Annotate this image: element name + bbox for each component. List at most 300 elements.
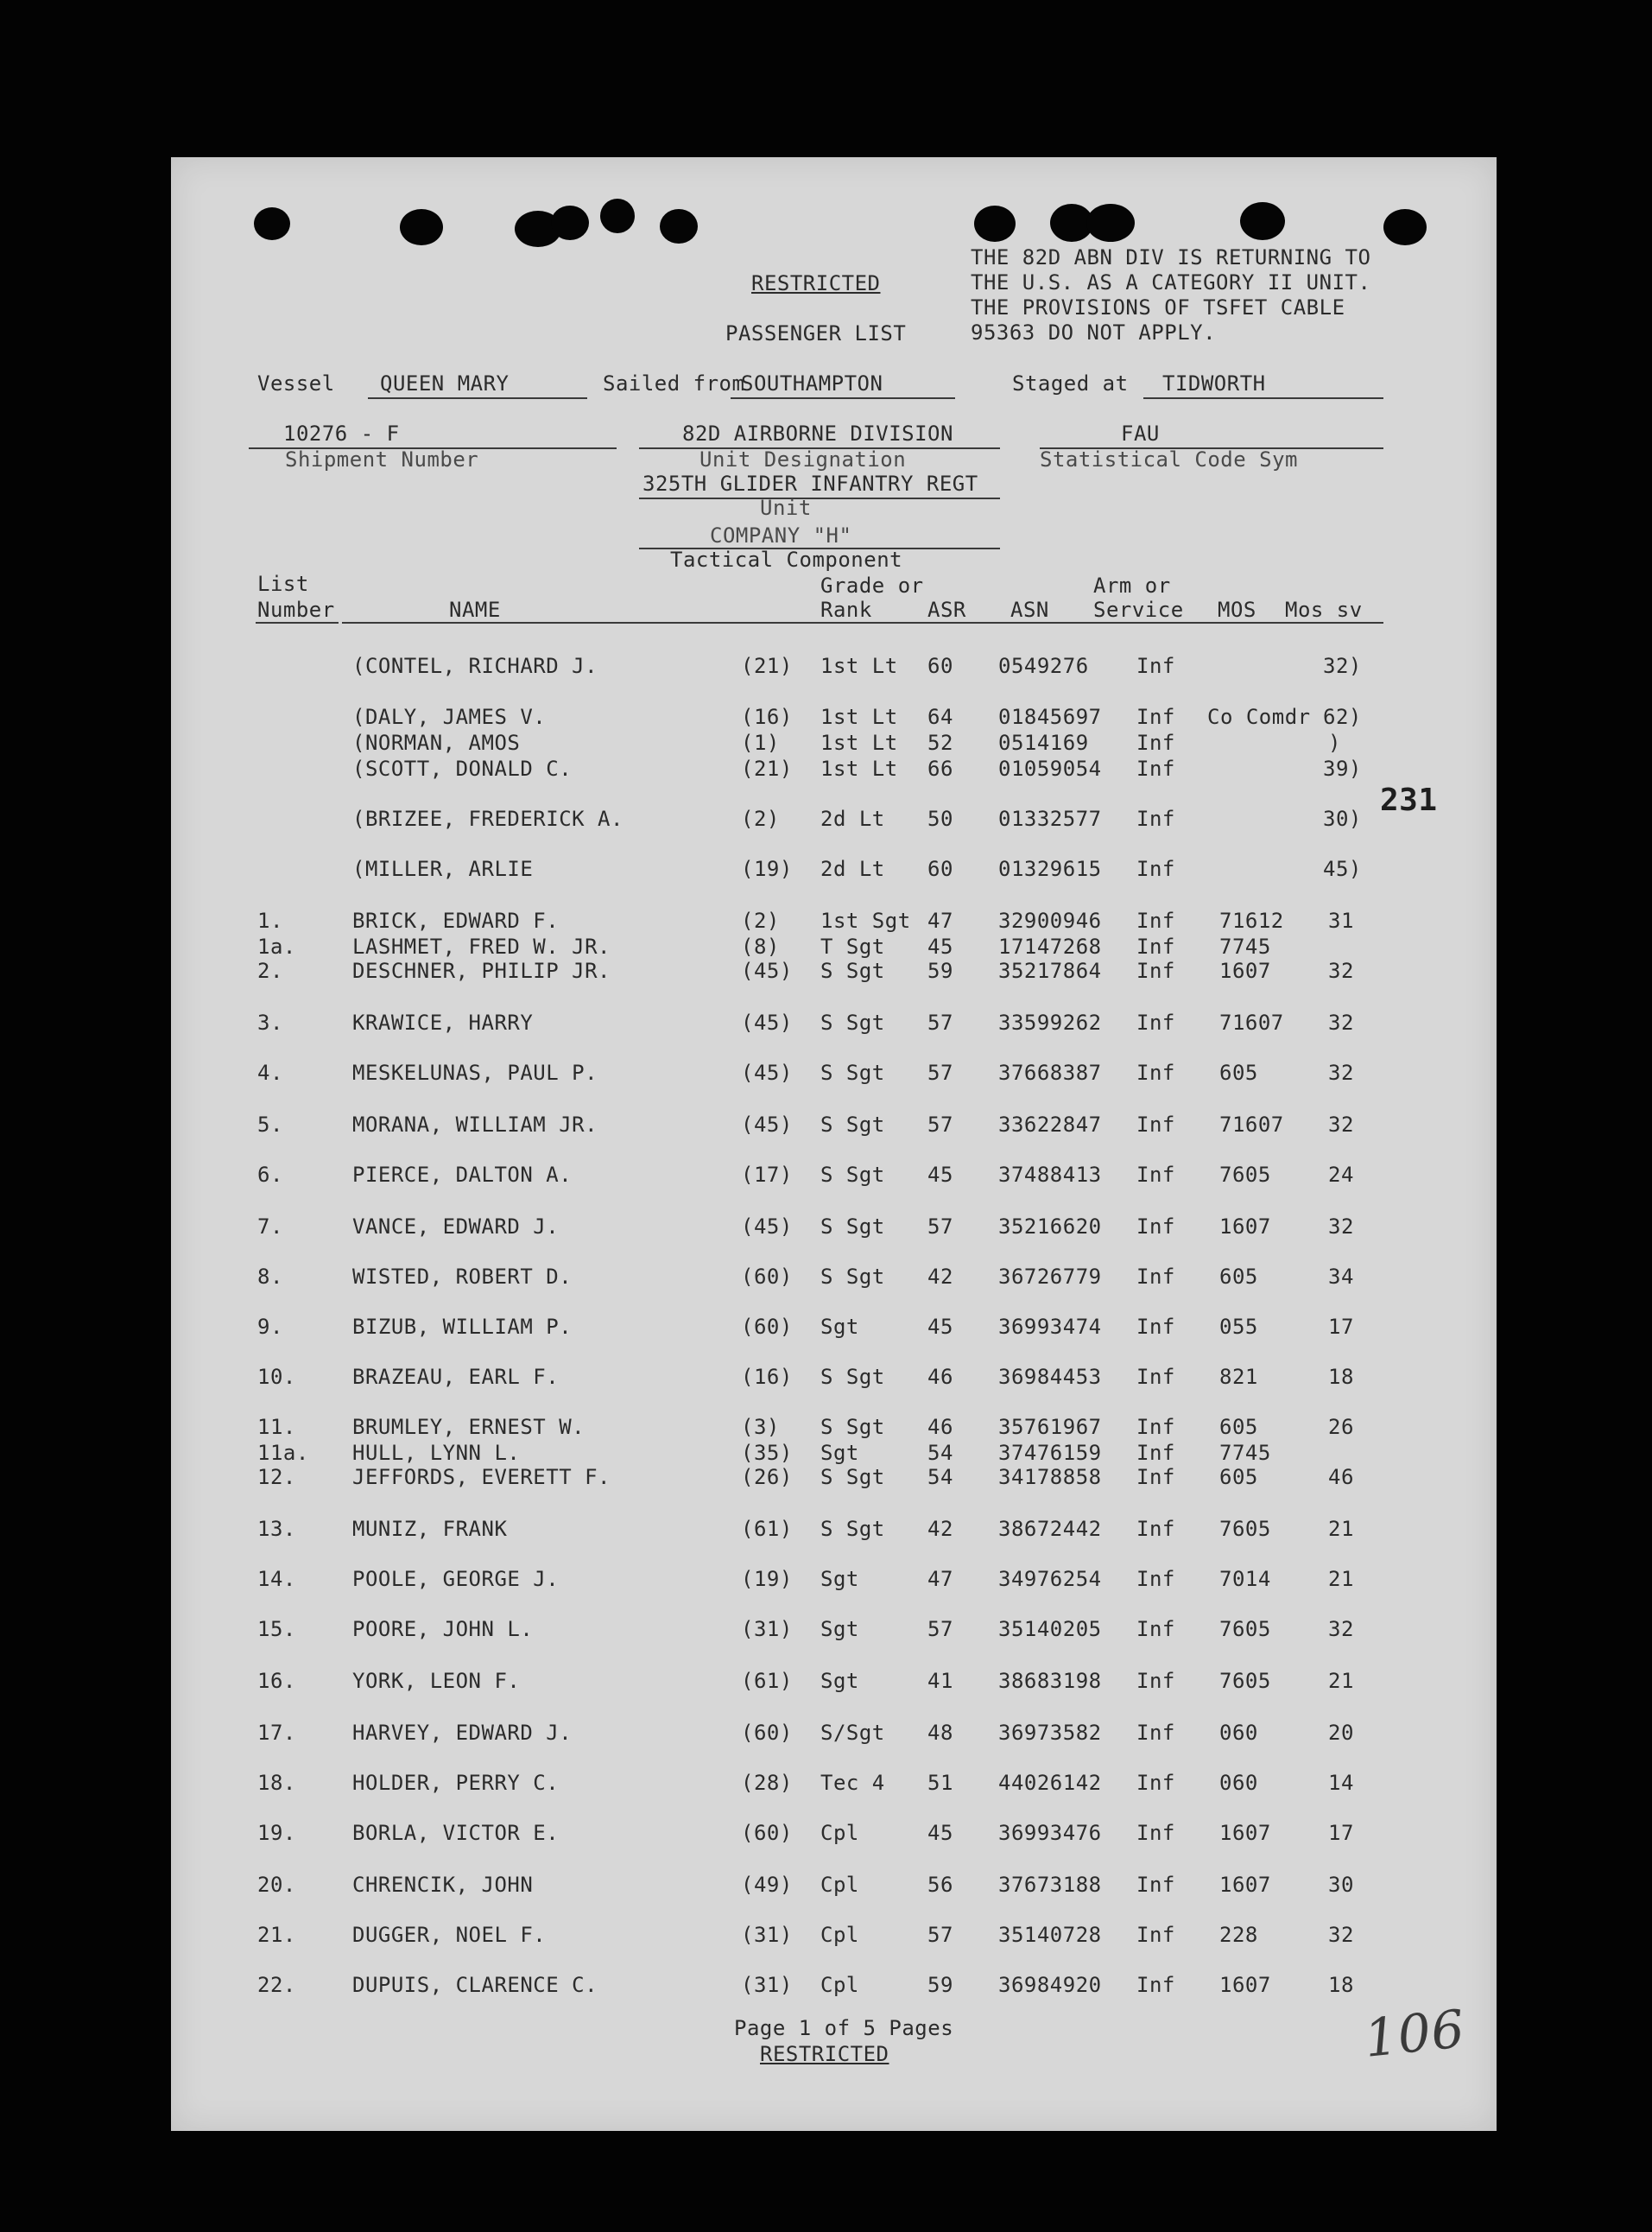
asr-score: 47 [927,1567,953,1591]
months-service: 21 [1328,1669,1354,1693]
arm-service: Inf [1136,1061,1175,1085]
table-row [171,1669,1497,1698]
passenger-name: MUNIZ, FRANK [352,1517,508,1541]
asr-score: 46 [927,1365,953,1389]
note-line-2: THE U.S. AS A CATEGORY II UNIT. [971,270,1371,295]
grade-rank: Cpl [820,1821,859,1845]
asr-score: 54 [927,1441,953,1465]
asr-score: 57 [927,1011,953,1035]
grade-rank: 2d Lt [820,857,885,881]
arm-service: Inf [1136,1163,1175,1187]
list-number: 15. [257,1617,296,1641]
asn-number: 44026142 [998,1771,1102,1795]
list-number: 14. [257,1567,296,1591]
months-service: 39) [1323,757,1362,781]
table-row [171,1873,1497,1902]
mos-code: Co Comdr [1207,705,1311,729]
mos-code: 1607 [1219,1973,1271,1997]
handwritten-page-number: 106 [1361,1999,1468,2070]
arm-service: Inf [1136,654,1175,678]
grade-rank: S Sgt [820,1517,885,1541]
tactical-component-label: Tactical Component [670,548,903,572]
asr-score: 54 [927,1465,953,1489]
asr-score: 64 [927,705,953,729]
asn-number: 35216620 [998,1214,1102,1239]
months-service: 30 [1328,1873,1354,1897]
category-code: (45) [741,959,793,983]
table-row [171,909,1497,938]
arm-service: Inf [1136,757,1175,781]
col-list-number-2: Number [257,598,335,622]
category-code: (60) [741,1821,793,1845]
arm-service: Inf [1136,731,1175,755]
arm-service: Inf [1136,1011,1175,1035]
arm-service: Inf [1136,1567,1175,1591]
grade-rank: Cpl [820,1973,859,1997]
asn-number: 17147268 [998,935,1102,959]
mos-code: 7605 [1219,1617,1271,1641]
list-number: 20. [257,1873,296,1897]
punch-hole [600,199,635,233]
months-service: 17 [1328,1315,1354,1339]
mos-code: 605 [1219,1415,1258,1439]
passenger-name: DUGGER, NOEL F. [352,1923,547,1947]
table-row [171,1315,1497,1344]
arm-service: Inf [1136,1873,1175,1897]
staged-label: Staged at [1012,371,1129,396]
mos-code: 71607 [1219,1011,1284,1035]
category-code: (60) [741,1315,793,1339]
table-row [171,1517,1497,1546]
list-number-underline [256,622,339,624]
months-service: 32 [1328,1061,1354,1085]
grade-rank: S Sgt [820,1415,885,1439]
category-code: (31) [741,1973,793,1997]
list-number: 9. [257,1315,283,1339]
col-asn: ASN [1010,598,1049,622]
months-service: 32 [1328,1011,1354,1035]
asn-number: 32900946 [998,909,1102,933]
table-row [171,731,1497,760]
passenger-name: PIERCE, DALTON A. [352,1163,573,1187]
mos-code: 71612 [1219,909,1284,933]
sailed-underline [731,397,955,399]
punch-hole [551,206,589,240]
grade-rank: T Sgt [820,935,885,959]
list-number: 4. [257,1061,283,1085]
mos-code: 7605 [1219,1669,1271,1693]
table-row [171,1365,1497,1394]
table-row [171,807,1497,836]
asr-score: 45 [927,935,953,959]
mos-code: 228 [1219,1923,1258,1947]
regiment: 325TH GLIDER INFANTRY REGT [642,472,978,496]
asr-score: 59 [927,959,953,983]
asr-score: 57 [927,1113,953,1137]
passenger-name: JEFFORDS, EVERETT F. [352,1465,611,1489]
grade-rank: S Sgt [820,1365,885,1389]
list-number: 1. [257,909,283,933]
mos-code: 1607 [1219,1214,1271,1239]
table-row [171,1567,1497,1596]
arm-service: Inf [1136,1821,1175,1845]
grade-rank: Sgt [820,1567,859,1591]
category-code: (2) [741,909,780,933]
page-number: Page 1 of 5 Pages [734,2016,954,2040]
mos-code: 605 [1219,1465,1258,1489]
grade-rank: 1st Sgt [820,909,911,933]
asr-score: 60 [927,857,953,881]
passenger-name: YORK, LEON F. [352,1669,521,1693]
table-row [171,959,1497,988]
category-code: (19) [741,857,793,881]
months-service: 45) [1323,857,1362,881]
asr-score: 51 [927,1771,953,1795]
list-number: 19. [257,1821,296,1845]
arm-service: Inf [1136,705,1175,729]
mos-code: 821 [1219,1365,1258,1389]
grade-rank: S/Sgt [820,1721,885,1745]
arm-service: Inf [1136,959,1175,983]
table-row [171,1465,1497,1494]
asr-score: 45 [927,1315,953,1339]
passenger-name: CHRENCIK, JOHN [352,1873,534,1897]
grade-rank: Cpl [820,1923,859,1947]
months-service: 24 [1328,1163,1354,1187]
col-grade-2: Rank [820,598,872,622]
category-code: (21) [741,757,793,781]
table-row [171,1771,1497,1800]
arm-service: Inf [1136,857,1175,881]
list-number: 5. [257,1113,283,1137]
table-row [171,1061,1497,1090]
asn-number: 37668387 [998,1061,1102,1085]
margin-number: 231 [1380,783,1438,818]
passenger-name: BORLA, VICTOR E. [352,1821,560,1845]
list-number: 8. [257,1265,283,1289]
restricted-label: RESTRICTED [751,271,881,295]
asn-number: 34976254 [998,1567,1102,1591]
months-service: ) [1328,731,1341,755]
arm-service: Inf [1136,1465,1175,1489]
months-service: 34 [1328,1265,1354,1289]
table-row [171,1163,1497,1192]
mos-code: 605 [1219,1265,1258,1289]
footer-restricted: RESTRICTED [760,2042,889,2066]
asn-number: 34178858 [998,1465,1102,1489]
months-service: 32 [1328,1214,1354,1239]
months-service: 18 [1328,1973,1354,1997]
asn-number: 0549276 [998,654,1089,678]
note-line-4: 95363 DO NOT APPLY. [971,320,1217,345]
arm-service: Inf [1136,1517,1175,1541]
grade-rank: S Sgt [820,1061,885,1085]
mos-code: 7605 [1219,1163,1271,1187]
category-code: (45) [741,1011,793,1035]
staged-value: TIDWORTH [1162,371,1266,396]
months-service: 32 [1328,959,1354,983]
asn-number: 37476159 [998,1441,1102,1465]
category-code: (2) [741,807,780,831]
vessel-label: Vessel [257,371,335,396]
table-row [171,1973,1497,2002]
arm-service: Inf [1136,807,1175,831]
asn-number: 36993476 [998,1821,1102,1845]
col-arm-2: Service [1093,598,1184,622]
vessel-value: QUEEN MARY [380,371,510,396]
asn-number: 38683198 [998,1669,1102,1693]
stat-code: FAU [1121,422,1160,446]
passenger-name: BRAZEAU, EARL F. [352,1365,560,1389]
grade-rank: S Sgt [820,1265,885,1289]
grade-rank: 1st Lt [820,757,898,781]
col-mos: MOS [1218,598,1256,622]
category-code: (60) [741,1265,793,1289]
asr-score: 42 [927,1517,953,1541]
list-number: 11a. [257,1441,309,1465]
list-number: 11. [257,1415,296,1439]
category-code: (3) [741,1415,780,1439]
col-asr: ASR [927,598,966,622]
asn-number: 01845697 [998,705,1102,729]
punch-hole [254,207,290,240]
passenger-name: HULL, LYNN L. [352,1441,521,1465]
passenger-name: VANCE, EDWARD J. [352,1214,560,1239]
category-code: (45) [741,1113,793,1137]
regiment-underline [639,498,1000,499]
list-number: 2. [257,959,283,983]
note-line-1: THE 82D ABN DIV IS RETURNING TO [971,245,1371,269]
list-number: 12. [257,1465,296,1489]
asr-score: 66 [927,757,953,781]
passenger-name: MESKELUNAS, PAUL P. [352,1061,598,1085]
category-code: (16) [741,1365,793,1389]
asr-score: 41 [927,1669,953,1693]
punch-hole [1383,209,1427,245]
grade-rank: S Sgt [820,1465,885,1489]
col-mos-sv: Mos sv [1285,598,1363,622]
months-service: 30) [1323,807,1362,831]
passenger-name: (MILLER, ARLIE [352,857,534,881]
asn-number: 33599262 [998,1011,1102,1035]
header-underline [342,622,1383,624]
grade-rank: S Sgt [820,1113,885,1137]
table-row [171,654,1497,683]
note-line-3: THE PROVISIONS OF TSFET CABLE [971,295,1345,320]
months-service: 32 [1328,1923,1354,1947]
category-code: (61) [741,1669,793,1693]
punch-hole [660,209,698,244]
months-service: 14 [1328,1771,1354,1795]
category-code: (35) [741,1441,793,1465]
passenger-name: (CONTEL, RICHARD J. [352,654,598,678]
document-page [171,157,1497,2131]
category-code: (60) [741,1721,793,1745]
grade-rank: 1st Lt [820,731,898,755]
category-code: (1) [741,731,780,755]
months-service: 32) [1323,654,1362,678]
list-number: 1a. [257,935,296,959]
table-row [171,1265,1497,1294]
passenger-name: HOLDER, PERRY C. [352,1771,560,1795]
asr-score: 50 [927,807,953,831]
asr-score: 57 [927,1061,953,1085]
asr-score: 46 [927,1415,953,1439]
passenger-name: DUPUIS, CLARENCE C. [352,1973,598,1997]
asn-number: 01329615 [998,857,1102,881]
shipment-number: 10276 - F [283,422,400,446]
grade-rank: Sgt [820,1315,859,1339]
months-service: 26 [1328,1415,1354,1439]
grade-rank: Sgt [820,1669,859,1693]
grade-rank: Sgt [820,1617,859,1641]
asn-number: 36984920 [998,1973,1102,1997]
arm-service: Inf [1136,1669,1175,1693]
grade-rank: 1st Lt [820,705,898,729]
mos-code: 7014 [1219,1567,1271,1591]
months-service: 62) [1323,705,1362,729]
punch-hole [400,209,443,245]
asn-number: 35217864 [998,959,1102,983]
arm-service: Inf [1136,1617,1175,1641]
months-service: 18 [1328,1365,1354,1389]
passenger-name: MORANA, WILLIAM JR. [352,1113,598,1137]
asr-score: 56 [927,1873,953,1897]
mos-code: 055 [1219,1315,1258,1339]
mos-code: 060 [1219,1721,1258,1745]
mos-code: 1607 [1219,1873,1271,1897]
arm-service: Inf [1136,1973,1175,1997]
asr-score: 57 [927,1923,953,1947]
passenger-name: LASHMET, FRED W. JR. [352,935,611,959]
list-number: 22. [257,1973,296,1997]
grade-rank: S Sgt [820,1214,885,1239]
asn-number: 35140205 [998,1617,1102,1641]
list-number: 7. [257,1214,283,1239]
staged-underline [1143,397,1383,399]
asn-number: 33622847 [998,1113,1102,1137]
table-row [171,1721,1497,1750]
grade-rank: S Sgt [820,1011,885,1035]
months-service: 31 [1328,909,1354,933]
category-code: (26) [741,1465,793,1489]
list-number: 21. [257,1923,296,1947]
grade-rank: Sgt [820,1441,859,1465]
asr-score: 57 [927,1617,953,1641]
stat-label: Statistical Code Sym [1040,447,1298,472]
asr-score: 48 [927,1721,953,1745]
sailed-value: SOUTHAMPTON [741,371,883,396]
arm-service: Inf [1136,1771,1175,1795]
table-row [171,1617,1497,1646]
grade-rank: Tec 4 [820,1771,885,1795]
mos-code: 7605 [1219,1517,1271,1541]
asn-number: 38672442 [998,1517,1102,1541]
passenger-name: KRAWICE, HARRY [352,1011,534,1035]
category-code: (8) [741,935,780,959]
months-service: 21 [1328,1517,1354,1541]
table-row [171,857,1497,886]
arm-service: Inf [1136,1265,1175,1289]
col-grade-1: Grade or [820,574,924,598]
list-number: 16. [257,1669,296,1693]
list-number: 6. [257,1163,283,1187]
category-code: (19) [741,1567,793,1591]
asn-number: 36993474 [998,1315,1102,1339]
punch-hole [1240,202,1285,240]
list-number: 13. [257,1517,296,1541]
mos-code: 7745 [1219,935,1271,959]
arm-service: Inf [1136,1315,1175,1339]
table-row [171,1821,1497,1850]
grade-rank: S Sgt [820,959,885,983]
arm-service: Inf [1136,1214,1175,1239]
passenger-name: (BRIZEE, FREDERICK A. [352,807,623,831]
asr-score: 42 [927,1265,953,1289]
passenger-name: HARVEY, EDWARD J. [352,1721,573,1745]
list-number: 18. [257,1771,296,1795]
asn-number: 35761967 [998,1415,1102,1439]
vessel-underline [368,397,587,399]
punch-hole [974,206,1016,242]
col-arm-1: Arm or [1093,574,1171,598]
unit-designation-label: Unit Designation [699,447,907,472]
passenger-name: DESCHNER, PHILIP JR. [352,959,611,983]
table-row [171,705,1497,734]
table-row [171,1415,1497,1444]
asr-score: 52 [927,731,953,755]
arm-service: Inf [1136,909,1175,933]
asn-number: 01332577 [998,807,1102,831]
list-number: 17. [257,1721,296,1745]
passenger-name: BRUMLEY, ERNEST W. [352,1415,585,1439]
table-row [171,1113,1497,1142]
category-code: (16) [741,705,793,729]
grade-rank: 1st Lt [820,654,898,678]
passenger-name: (DALY, JAMES V. [352,705,547,729]
mos-code: 1607 [1219,959,1271,983]
table-row [171,1923,1497,1952]
grade-rank: 2d Lt [820,807,885,831]
asr-score: 57 [927,1214,953,1239]
arm-service: Inf [1136,1365,1175,1389]
table-row [171,1214,1497,1244]
asr-score: 45 [927,1821,953,1845]
asn-number: 36973582 [998,1721,1102,1745]
passenger-name: POOLE, GEORGE J. [352,1567,560,1591]
division: 82D AIRBORNE DIVISION [682,422,953,446]
asn-number: 36726779 [998,1265,1102,1289]
asn-number: 01059054 [998,757,1102,781]
grade-rank: Cpl [820,1873,859,1897]
arm-service: Inf [1136,935,1175,959]
category-code: (61) [741,1517,793,1541]
company: COMPANY "H" [710,523,852,548]
col-name: NAME [449,598,501,622]
arm-service: Inf [1136,1923,1175,1947]
passenger-name: POORE, JOHN L. [352,1617,534,1641]
months-service: 32 [1328,1113,1354,1137]
asr-score: 59 [927,1973,953,1997]
asn-number: 35140728 [998,1923,1102,1947]
punch-hole [1086,204,1135,242]
mos-code: 605 [1219,1061,1258,1085]
category-code: (45) [741,1214,793,1239]
passenger-name: (SCOTT, DONALD C. [352,757,573,781]
list-number: 10. [257,1365,296,1389]
asr-score: 60 [927,654,953,678]
category-code: (45) [741,1061,793,1085]
